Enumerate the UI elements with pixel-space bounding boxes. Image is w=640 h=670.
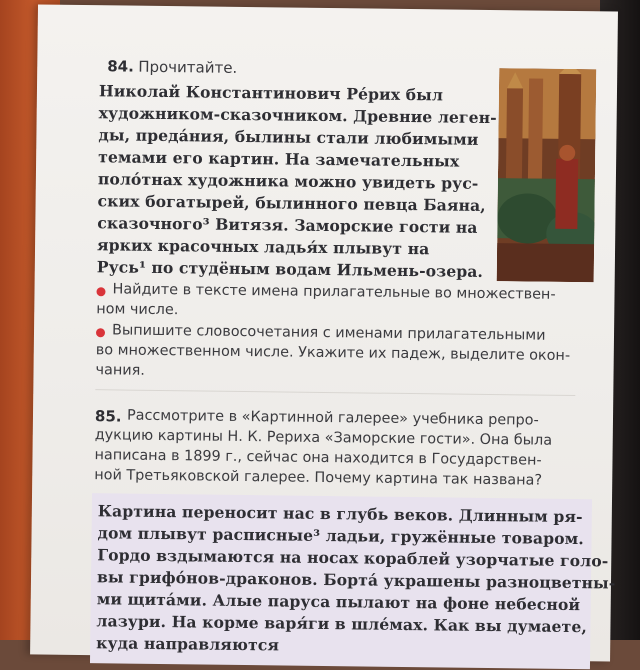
exercise-85-number: 85. [94,407,122,426]
painting-illustration [497,68,597,282]
text-line: Николай Константинович Ре́рих был [98,81,444,105]
exercise-85-instruction-line: Рассмотрите в «Картинной галерее» учебника репро- [126,407,539,429]
text-line: ских богатырей, былинного певца Баяна, [97,191,486,215]
textbook-page [30,4,618,661]
text-line: Картина переносит нас в глубь веков. Длинным ря- [97,501,583,527]
exercise-85-instruction-line: дукцию картины Н. К. Рериха «Заморские гости». Она была [94,427,553,449]
task-2-line: чания. [95,362,145,379]
text-line: Русь¹ по студёным водам Ильмень-озера. [96,257,484,281]
task-1-line: ном числе. [96,301,179,319]
task-bullet [96,287,105,296]
text-line: сказочного³ Витязя. Заморские гости на [97,213,478,237]
text-line: лазури. На корме варя́ги в шле́мах. Как вы думаете, [96,611,588,637]
text-line: куда направляются [96,633,280,655]
text-line: темами его картин. На замечательных [98,147,460,171]
task-1-line: Найдите в тексте имена прилагательные во множествен- [112,281,556,303]
text-line: ярких красочных ладья́х плывут на [96,235,430,259]
text-line: поло́тнах художника можно увидеть рус- [97,169,479,193]
exercise-85-instruction-line: ной Третьяковской галерее. Почему картина так названа? [94,467,543,489]
text-line: вы грифо́нов-драконов. Борта́ украшены разноцветны- [96,567,616,593]
text-line: дом плывут расписные³ ладьи, гружённые товаром. [97,523,584,549]
text-line: художником-сказочником. Древние леген- [98,103,497,128]
text-line: ды, преда́ния, былины стали любимыми [98,125,479,149]
task-2-line: Выпишите словосочетания с именами прилагательными [111,322,546,344]
exercise-84-title: Прочитайте. [138,57,238,77]
exercise-85-instruction-line: написана в 1899 г., сейчас она находится в Государствен- [94,447,542,469]
text-line: ми щита́ми. Алые паруса пылают на фоне небесной [96,589,581,615]
task-bullet [96,328,105,337]
section-divider [95,389,575,396]
exercise-84-number: 84. [107,57,134,76]
text-line: Гордо вздымаются на носах кораблей узорчатые голо- [97,545,609,571]
task-2-line: во множественном числе. Укажите их падеж, выделите окон- [95,342,571,364]
